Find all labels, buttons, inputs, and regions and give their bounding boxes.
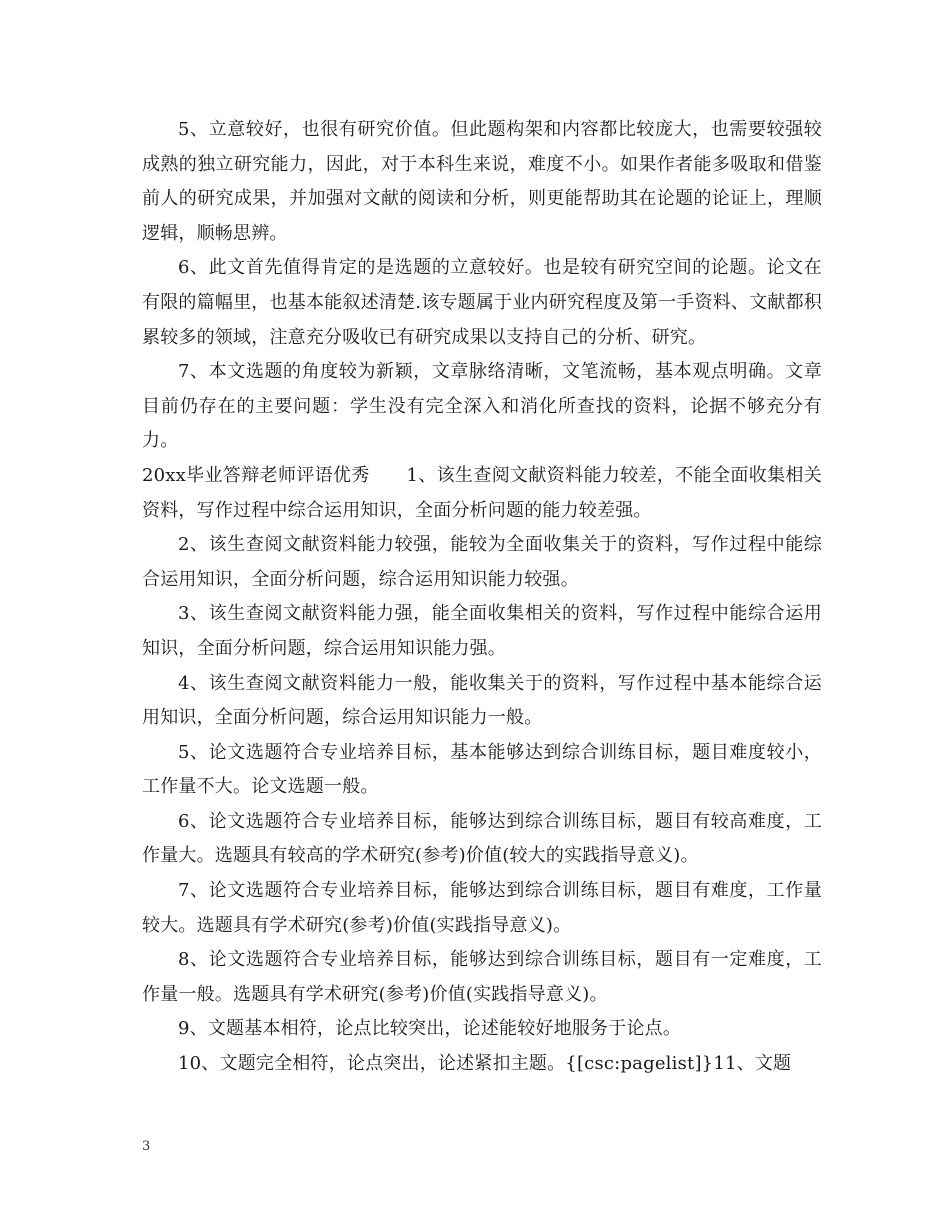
paragraph-excellent-4: 4、该生查阅文献资料能力一般，能收集关于的资料，写作过程中基本能综合运用知识，全面分析问题，综合运用知识能力一般。 [142,672,822,729]
paragraph-excellent-6: 6、论文选题符合专业培养目标，能够达到综合训练目标，题目有较高难度，工作量大。选题具有较高的学术研究(参考)价值(较大的实践指导意义)。 [142,810,822,867]
paragraph-excellent-3: 3、该生查阅文献资料能力强，能全面收集相关的资料，写作过程中能综合运用知识，全面分析问题，综合运用知识能力强。 [142,603,822,659]
paragraph-excellent-7: 7、论文选题符合专业培养目标，能够达到综合训练目标，题目有难度，工作量较大。选题具有学术研究(参考)价值(实践指导意义)。 [142,880,822,936]
paragraph-section-heading: 20xx毕业答辩老师评语优秀 1、该生查阅文献资料能力较差，不能全面收集相关资料，写作过程中综合运用知识，全面分析问题的能力较差强。 [142,464,822,521]
paragraph-excellent-9: 9、文题基本相符，论点比较突出，论述能较好地服务于论点。 [178,1018,682,1040]
paragraph-excellent-8: 8、论文选题符合专业培养目标，能够达到综合训练目标，题目有一定难度，工作量一般。选题具有学术研究(参考)价值(实践指导意义)。 [142,949,822,1005]
paragraph-excellent-10: 10、文题完全相符，论点突出，论述紧扣主题。{[csc:pagelist]}11、文题 [178,1053,792,1075]
document-body [142,113,822,1082]
paragraph-comment-5: 5、立意较好，也很有研究价值。但此题构架和内容都比较庞大，也需要较强较成熟的独立研究能力，因此，对于本科生来说，难度不小。如果作者能多吸取和借鉴前人的研究成果，并加强对文献的阅读和分析，则更能帮助其在论题的论证上，理顺逻辑，顺畅思辨。 [142,119,822,244]
paragraph-excellent-5: 5、论文选题符合专业培养目标，基本能够达到综合训练目标，题目难度较小，工作量不大。论文选题一般。 [142,741,822,798]
paragraph-comment-7: 7、本文选题的角度较为新颖，文章脉络清晰，文笔流畅，基本观点明确。文章目前仍存在的主要问题：学生没有完全深入和消化所查找的资料，论据不够充分有力。 [142,361,822,452]
paragraph-excellent-2: 2、该生查阅文献资料能力较强，能较为全面收集关于的资料，写作过程中能综合运用知识，全面分析问题，综合运用知识能力较强。 [142,534,822,590]
page-number: 3 [142,1139,151,1154]
paragraph-comment-6: 6、此文首先值得肯定的是选题的立意较好。也是较有研究空间的论题。论文在有限的篇幅里，也基本能叙述清楚.该专题属于业内研究程度及第一手资料、文献都积累较多的领域，注意充分吸收已有研究成果以支持自己的分析、研究。 [142,257,822,348]
